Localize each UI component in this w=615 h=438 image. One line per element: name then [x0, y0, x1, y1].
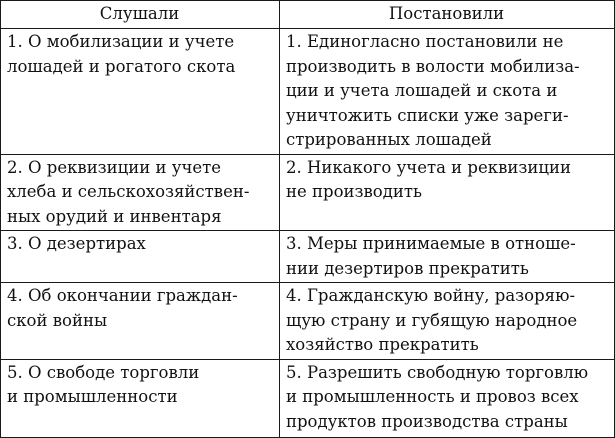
cell-text-line: лошадей и рогатого скота — [7, 56, 236, 76]
cell-resolved — [280, 359, 615, 437]
cell-text-line: не производить — [286, 182, 422, 201]
cell-text-line: 2. Никакого учета и реквизиции — [286, 157, 571, 177]
cell-text-line: 2. О реквизиции и учете — [7, 157, 222, 177]
cell-text-line: ской войны — [7, 310, 108, 330]
cell-text-line: и промышленности — [7, 387, 178, 406]
cell-text-line: стрированных лошадей — [286, 130, 492, 149]
cell-text-line: ных орудий и инвентаря — [7, 206, 222, 226]
cell-resolved — [280, 29, 615, 155]
cell-resolved — [280, 283, 615, 360]
cell-text-line: ции и учета лошадей и скота и — [286, 81, 558, 100]
cell-text-line: щую страну и губящую народное — [286, 310, 578, 330]
cell-text-line: 3. Меры принимаемые в отноше- — [286, 234, 576, 253]
cell-text-line: продуктов производства страны — [286, 411, 568, 431]
table-row — [1, 283, 615, 360]
cell-text-line: хозяйство прекратить — [286, 335, 479, 354]
column-header-resolved: Постановили — [280, 1, 615, 29]
cell-text-line: хлеба и сельскохозяйствен- — [7, 182, 250, 201]
cell-text-line: уничтожить списки уже зареги- — [286, 105, 569, 125]
table-row — [1, 29, 615, 155]
cell-text-line: 4. Об окончании граждан- — [7, 286, 238, 305]
cell-text-line: 4. Гражданскую войну, разоряю- — [286, 286, 576, 305]
cell-text-line: нии дезертиров прекратить — [286, 258, 529, 278]
cell-text-line: 1. О мобилизации и учете — [7, 32, 235, 51]
cell-heard — [1, 154, 280, 231]
cell-resolved — [280, 154, 615, 231]
column-header-heard: Слушали — [1, 1, 280, 29]
cell-heard — [1, 283, 280, 360]
cell-text-line: 5. Разрешить свободную торговлю — [286, 362, 589, 382]
cell-text-line: 1. Единогласно постановили не — [286, 32, 564, 51]
cell-heard — [1, 231, 280, 283]
cell-text-line: и промышленность и провоз всех — [286, 387, 579, 406]
cell-text-line: 5. О свободе торговли — [7, 362, 200, 382]
cell-resolved — [280, 231, 615, 283]
table-row — [1, 231, 615, 283]
table-row — [1, 154, 615, 231]
cell-text-line: производить в волости мобилиза- — [286, 56, 580, 76]
cell-text-line: 3. О дезертирах — [7, 234, 146, 253]
table-row — [1, 359, 615, 437]
cell-heard — [1, 359, 280, 437]
table-header-row — [1, 1, 615, 29]
table-body — [1, 29, 615, 438]
cell-heard — [1, 29, 280, 155]
